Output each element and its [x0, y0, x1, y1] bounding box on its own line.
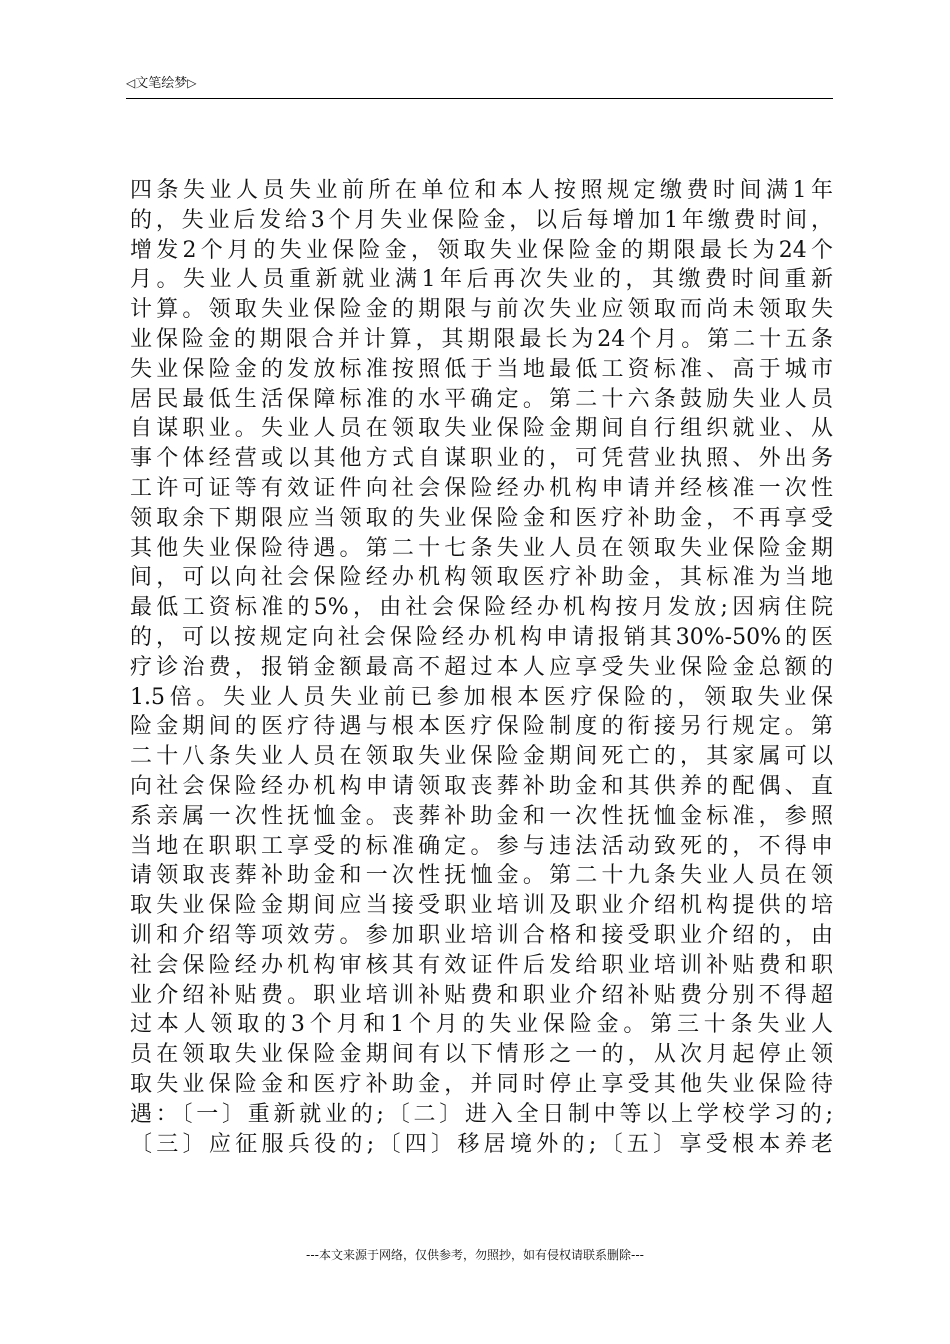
body-line: 最低工资标准的5%，由社会保险经办机构按月发放;因病住院 [130, 595, 833, 621]
body-line: 请领取丧葬补助金和一次性抚恤金。第二十九条失业人员在领 [130, 863, 833, 889]
body-line: 的，可以按规定向社会保险经办机构申请报销其30%-50%的医 [130, 624, 833, 650]
page-header [126, 74, 833, 99]
body-line: 疗诊治费，报销金额最高不超过本人应享受失业保险金总额的 [130, 654, 833, 680]
header-logo [126, 74, 196, 93]
body-line: 业保险金的期限合并计算，其期限最长为24个月。第二十五条 [130, 326, 833, 352]
right-triangle-icon: ▷ [187, 76, 197, 90]
body-line: 其他失业保险待遇。第二十七条失业人员在领取失业保险金期 [130, 535, 833, 561]
body-line: 的，失业后发给3个月失业保险金，以后每增加1年缴费时间， [130, 207, 833, 233]
body-line: 工许可证等有效证件向社会保险经办机构申请并经核准一次性 [130, 475, 833, 501]
body-line: 二十八条失业人员在领取失业保险金期间死亡的，其家属可以 [130, 744, 833, 770]
body-line: 自谋职业。失业人员在领取失业保险金期间自行组织就业、从 [130, 416, 833, 442]
body-line: 险金期间的医疗待遇与根本医疗保险制度的衔接另行规定。第 [130, 714, 833, 740]
body-line: 取失业保险金期间应当接受职业培训及职业介绍机构提供的培 [130, 893, 833, 919]
body-line: 社会保险经办机构审核其有效证件后发给职业培训补贴费和职 [130, 952, 833, 978]
body-line: 领取余下期限应当领取的失业保险金和医疗补助金，不再享受 [130, 505, 833, 531]
document-body [130, 176, 833, 1159]
body-line: 向社会保险经办机构申请领取丧葬补助金和其供养的配偶、直 [130, 773, 833, 799]
header-title: 文笔绘梦 [135, 76, 188, 91]
body-line: 员在领取失业保险金期间有以下情形之一的，从次月起停止领 [130, 1042, 833, 1068]
body-line: 计算。领取失业保险金的期限与前次失业应领取而尚未领取失 [130, 297, 833, 323]
body-line: 取失业保险金和医疗补助金，并同时停止享受其他失业保险待 [130, 1071, 833, 1097]
body-line: 过本人领取的3个月和1个月的失业保险金。第三十条失业人 [130, 1012, 833, 1038]
body-line: 业介绍补贴费。职业培训补贴费和职业介绍补贴费分别不得超 [130, 982, 833, 1008]
body-line: 间，可以向社会保险经办机构领取医疗补助金，其标准为当地 [130, 565, 833, 591]
body-line: 当地在职职工享受的标准确定。参与违法活动致死的，不得申 [130, 833, 833, 859]
body-line: 四条失业人员失业前所在单位和本人按照规定缴费时间满1年 [130, 178, 833, 203]
body-line: 事个体经营或以其他方式自谋职业的，可凭营业执照、外出务 [130, 446, 833, 472]
body-line: 系亲属一次性抚恤金。丧葬补助金和一次性抚恤金标准，参照 [130, 803, 833, 829]
body-line: 增发2个月的失业保险金，领取失业保险金的期限最长为24个 [130, 237, 833, 263]
body-line: 遇：〔一〕重新就业的;〔二〕进入全日制中等以上学校学习的; [130, 1101, 833, 1127]
footer-notice: ---本文来源于网络，仅供参考，勿照抄，如有侵权请联系删除--- [306, 1248, 644, 1262]
body-line: 月。失业人员重新就业满1年后再次失业的，其缴费时间重新 [130, 267, 833, 293]
body-line: 居民最低生活保障标准的水平确定。第二十六条鼓励失业人员 [130, 386, 833, 412]
body-line: 1.5倍。失业人员失业前已参加根本医疗保险的，领取失业保 [130, 684, 833, 710]
body-line: 训和介绍等项效劳。参加职业培训合格和接受职业介绍的，由 [130, 922, 833, 948]
body-line: 失业保险金的发放标准按照低于当地最低工资标准、高于城市 [130, 356, 833, 382]
left-triangle-icon: ◁ [126, 76, 136, 90]
body-line: 〔三〕应征服兵役的;〔四〕移居境外的;〔五〕享受根本养老 [130, 1131, 833, 1157]
